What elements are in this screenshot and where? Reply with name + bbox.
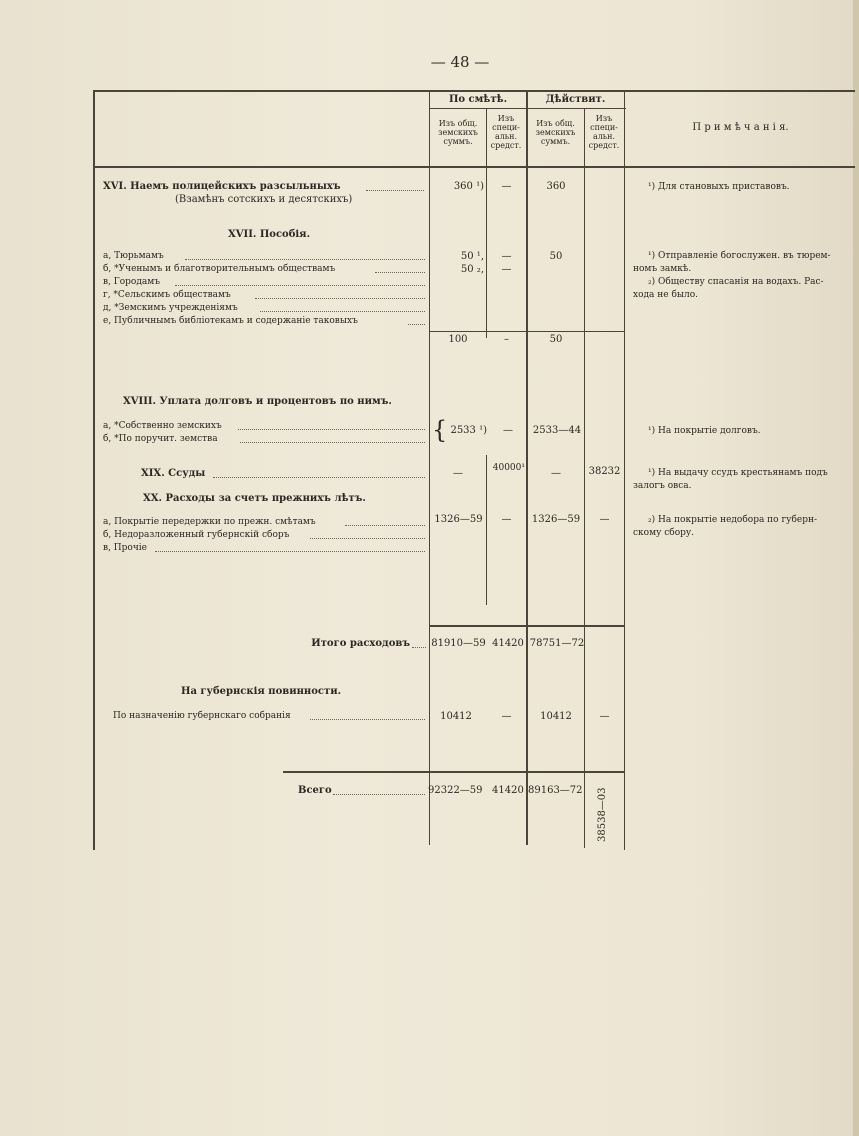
gub-title: На губернскія повинности.	[181, 686, 342, 697]
header-col-spec2: Изъ специ-альн. средст.	[588, 114, 620, 150]
s17-item-f: е, Публичнымъ библіотекамъ и содержаніе таковыхъ	[103, 316, 358, 326]
col-rule-5	[624, 90, 625, 850]
vsego-label: Всего	[298, 785, 332, 796]
s19-note-1: ¹) На выдачу ссудъ крестьянамъ подъ	[648, 468, 828, 478]
page-number: — 48 —	[430, 53, 490, 71]
s17-note-2: номъ замкѣ.	[633, 264, 692, 274]
s17-leader-a	[185, 259, 425, 260]
s17-item-d: г, *Сельскимъ обществамъ	[103, 290, 231, 300]
group-header-rule	[430, 108, 626, 109]
vsego-leader	[333, 794, 425, 795]
s16-note: ¹) Для становыхъ приставовъ.	[648, 182, 790, 192]
s18-v2: —	[503, 425, 513, 436]
itogo-v2: 41420	[492, 638, 524, 649]
s18-title: XVIII. Уплата долговъ и процентовъ по нимъ.	[123, 396, 392, 407]
s20-leader-a	[345, 525, 425, 526]
s17-note-3: ₂) Обществу спасанія на водахъ. Рас-	[648, 277, 824, 287]
s18-item-a: а, *Собственно земскихъ	[103, 421, 222, 431]
itogo-v1: 81910—59	[431, 638, 486, 649]
s20-item-b: б, Недоразложенный губернскій сборъ	[103, 530, 290, 540]
vsego-v3: 89163—72	[528, 785, 583, 796]
vsego-v1: 92322—59	[428, 785, 483, 796]
s17-v1b: 50 ₂,	[460, 264, 484, 275]
col-rule-1	[429, 90, 430, 845]
s18-note: ¹) На покрытіе долговъ.	[648, 426, 761, 436]
s18-item-b: б, *По поручит. земства	[103, 434, 218, 444]
s17-item-e: д, *Земскимъ учрежденіямъ	[103, 303, 238, 313]
s19-v2: 40000¹	[492, 463, 525, 473]
s17-title: XVII. Пособія.	[228, 229, 311, 240]
s17-total1: 100	[448, 334, 468, 345]
s19-title: XIX. Ссуды	[141, 468, 206, 479]
s20-note-1: ₂) На покрытіе недобора по губерн-	[648, 515, 818, 525]
gub-leader	[310, 719, 425, 720]
s17-item-a: а, Тюрьмамъ	[103, 251, 164, 261]
s20-v2: —	[501, 514, 512, 525]
s20-item-a: а, Покрытіе передержки по прежн. смѣтамъ	[103, 517, 316, 527]
s17-leader-d	[255, 298, 425, 299]
s20-title: XX. Расходы за счетъ прежнихъ лѣтъ.	[143, 493, 366, 504]
itogo-leader	[412, 647, 426, 648]
header-deistvit: Дѣйствит.	[545, 94, 606, 105]
s19-leader	[213, 477, 425, 478]
s19-v1: —	[453, 468, 463, 479]
s20-v3: 1326—59	[531, 514, 581, 525]
s17-leader-e	[260, 311, 425, 312]
header-notes: П р и м ѣ ч а н і я.	[692, 122, 789, 133]
s18-v1: 2533 ¹)	[450, 425, 487, 436]
header-col-obsh: Изъ общ. земскихъ суммъ.	[438, 119, 478, 146]
s18-leader-b	[240, 442, 425, 443]
vsego-v4: 38538—03	[597, 787, 608, 842]
col-rule-2b	[486, 455, 487, 605]
s20-leader-b	[310, 538, 425, 539]
s18-leader-a	[238, 429, 425, 430]
s16-v1: 360 ¹)	[453, 181, 484, 192]
col-rule-4	[584, 108, 585, 848]
s18-brace: {	[432, 416, 448, 444]
s20-v1: 1326—59	[434, 514, 483, 525]
s19-note-2: залогъ овса.	[633, 481, 692, 491]
s20-item-c: в, Прочіе	[103, 543, 147, 553]
s19-v3: —	[551, 468, 561, 479]
gub-label: По назначенію губернскаго собранія	[113, 711, 291, 721]
s16-leader	[366, 190, 424, 191]
gub-v2: —	[501, 711, 512, 722]
header-po-smete: По смѣтѣ.	[448, 94, 508, 105]
s20-leader-c	[155, 551, 425, 552]
s16-v3: 360	[546, 181, 566, 192]
s16-title: XVI. Наемъ полицейскихъ разсыльныхъ	[103, 181, 341, 192]
itogo-label: Итого расходовъ	[311, 638, 410, 649]
itogo-rule	[430, 625, 624, 627]
s17-leader-f	[408, 324, 425, 325]
header-bottom-rule	[93, 166, 855, 168]
s17-v1a: 50 ¹,	[460, 251, 484, 262]
s20-v4: —	[599, 514, 610, 525]
header-col-spec: Изъ специ-альн. средст.	[490, 114, 522, 150]
table-left-rule	[93, 90, 95, 850]
s17-v2b: —	[501, 264, 512, 275]
s17-note-4: хода не было.	[633, 290, 699, 300]
s17-item-b: б, *Ученымъ и благотворительнымъ обществамъ	[103, 264, 336, 274]
vsego-rule	[283, 771, 624, 773]
s18-v3: 2533—44	[532, 425, 582, 436]
s17-total2: –	[504, 334, 509, 345]
s17-note-1: ¹) Отправленіе богослужен. въ тюрем-	[648, 251, 831, 261]
s16-sub: (Взамѣнъ сотскихъ и десятскихъ)	[175, 194, 353, 205]
gub-v4: —	[599, 711, 610, 722]
s17-v3: 50	[549, 251, 563, 262]
s20-note-2: скому сбору.	[633, 528, 695, 538]
header-col-obsh2: Изъ общ. земскихъ суммъ.	[535, 119, 576, 146]
s17-leader-b	[375, 272, 425, 273]
gub-v3: 10412	[540, 711, 572, 722]
gub-v1: 10412	[440, 711, 472, 722]
s17-item-c: в, Городамъ	[103, 277, 160, 287]
s17-leader-c	[175, 285, 425, 286]
table-top-rule	[93, 90, 855, 92]
s19-v4: 38232	[588, 466, 621, 477]
subtotal-rule-right	[527, 331, 624, 332]
itogo-v3: 78751—72	[529, 638, 585, 649]
page-edge	[853, 0, 859, 1136]
subtotal-rule-left	[430, 331, 526, 332]
vsego-v2: 41420	[492, 785, 524, 796]
s16-v2: —	[501, 181, 512, 192]
s17-total3: 50	[549, 334, 563, 345]
s17-v2a: —	[501, 251, 512, 262]
